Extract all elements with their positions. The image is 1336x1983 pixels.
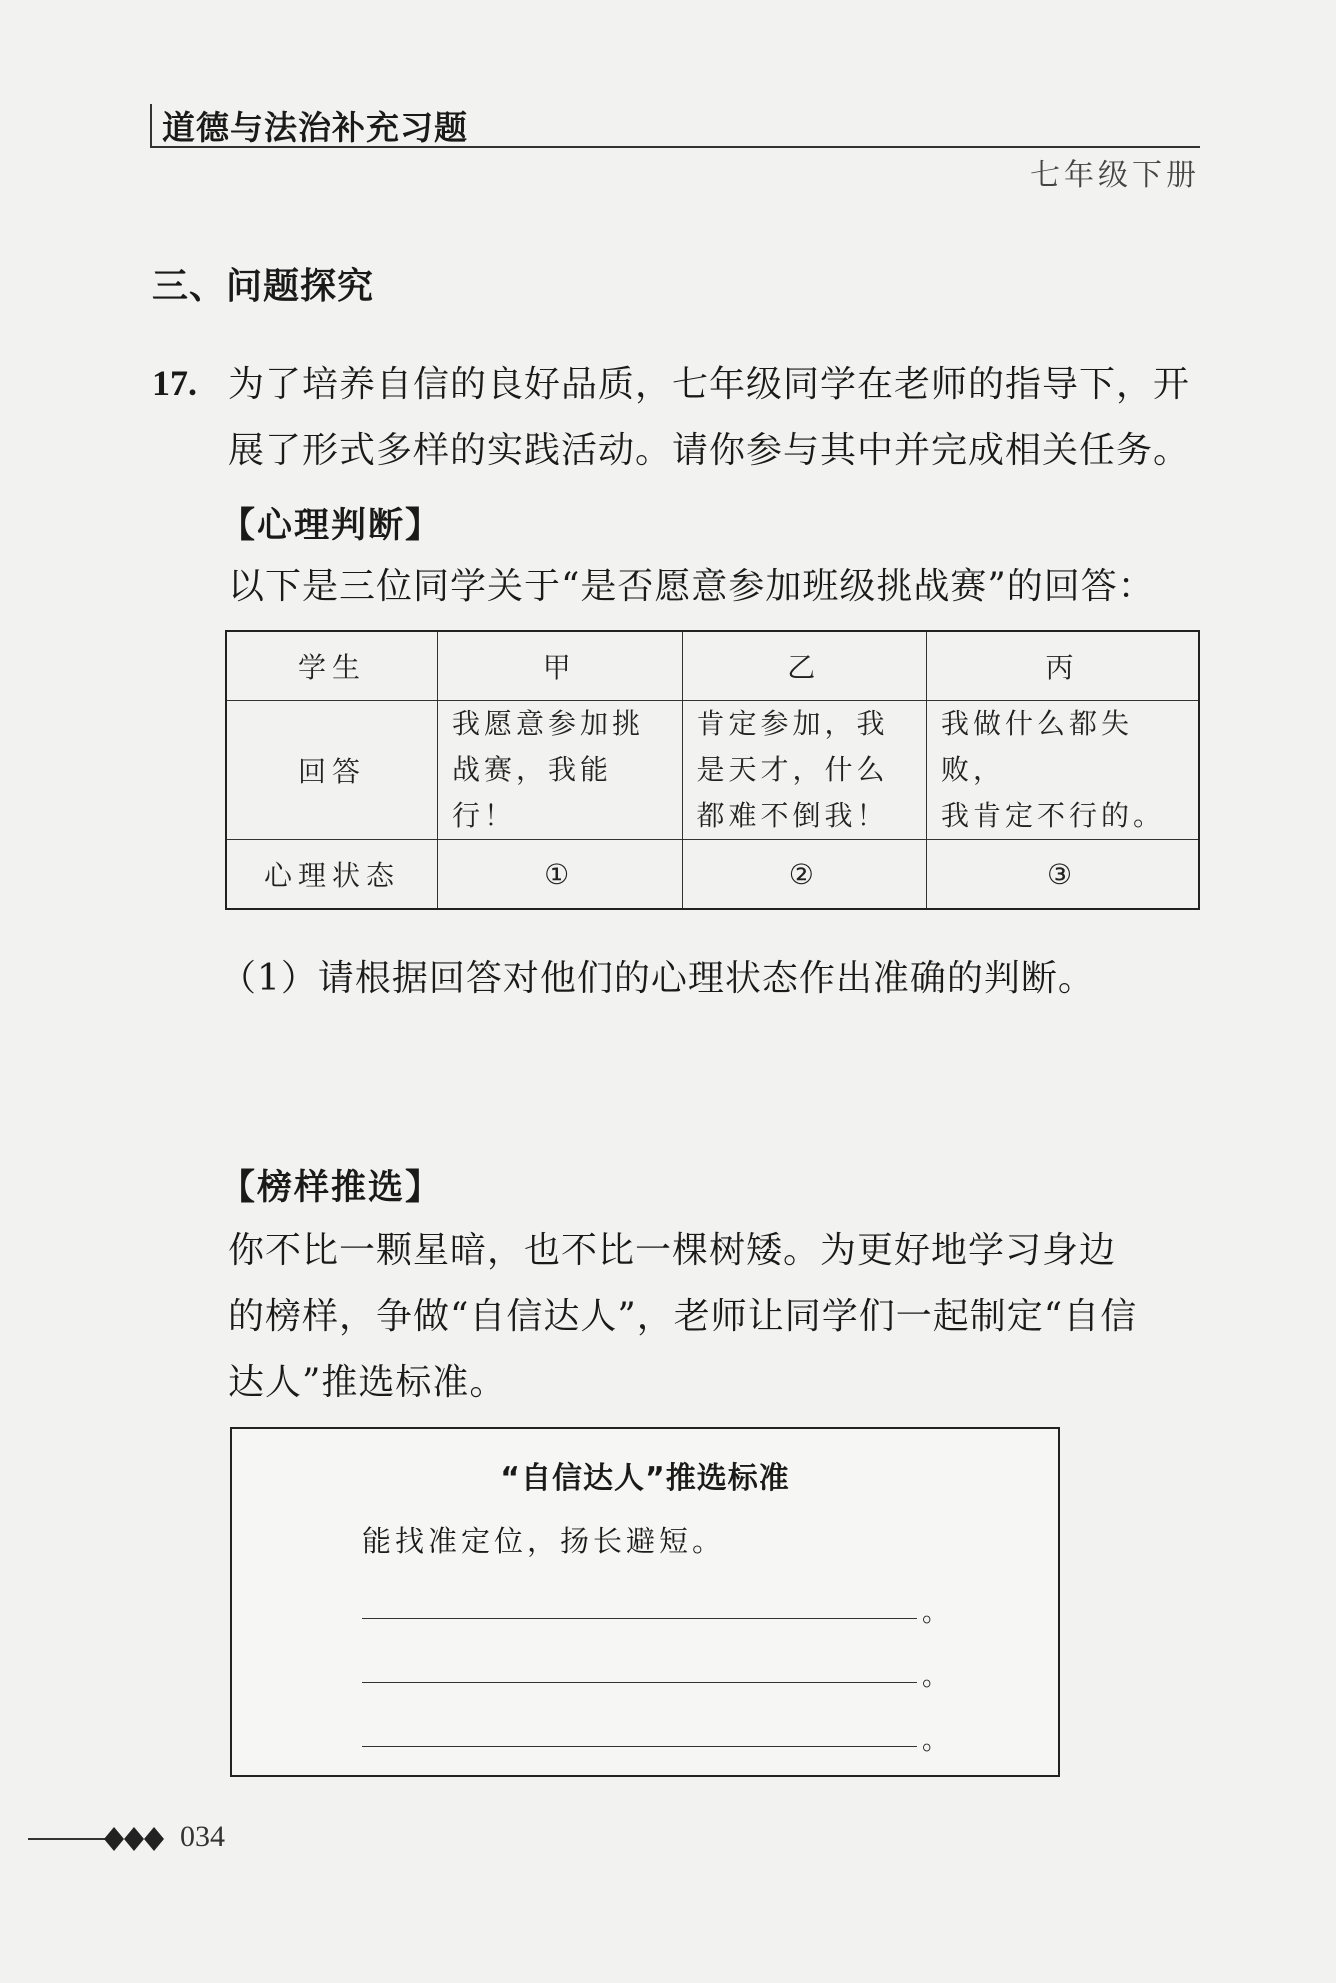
answer-line: 都难不倒我！ [696, 799, 889, 832]
grade-label: 七年级下册 [1030, 158, 1200, 193]
student-cell: 甲 [437, 631, 682, 701]
state-blank[interactable]: ③ [927, 840, 1199, 910]
part2-intro [228, 1218, 1208, 1416]
part1-label: 【心理判断】 [220, 506, 443, 546]
state-blank[interactable]: ② [682, 840, 927, 910]
answer-blank[interactable] [362, 1745, 917, 1747]
blank-period: 。 [922, 1726, 949, 1756]
answer-cell [927, 701, 1199, 840]
answer-line: 我愿意参加挑 [451, 707, 644, 740]
answer-line: 是天才，什么 [696, 753, 889, 786]
part1-intro-line: 以下是三位同学关于“是否愿意参加班级挑战赛”的回答： [228, 566, 1155, 607]
question-number: 17. [152, 363, 197, 403]
part2-intro-line: 的榜样，争做“自信达人”，老师让同学们一起制定“自信 [228, 1296, 1138, 1337]
blank-period: 。 [922, 1598, 949, 1628]
section-heading: 三、问题探究 [152, 266, 375, 307]
page-number: 034 [180, 1820, 225, 1853]
table-row [226, 840, 1199, 910]
criteria-box [230, 1427, 1060, 1777]
question-intro-line: 展了形式多样的实践活动。请你参与其中并完成相关任务。 [228, 430, 1191, 471]
answer-cell [682, 701, 927, 840]
question-intro [228, 352, 1208, 484]
answer-line: 我做什么都失败， [941, 707, 1134, 786]
answer-line: 我肯定不行的。 [941, 799, 1166, 832]
row-header: 学生 [226, 631, 437, 701]
answer-line: 战赛，我能行！ [451, 753, 612, 832]
blank-period: 。 [922, 1662, 949, 1692]
judgment-table [225, 630, 1200, 910]
subquestion-1: （1）请根据回答对他们的心理状态作出准确的判断。 [220, 958, 1095, 999]
header-divider [150, 104, 152, 146]
criteria-item: 能找准定位，扬长避短。 [362, 1524, 726, 1558]
answer-blank[interactable] [362, 1617, 917, 1619]
diamond-ornament-icon [104, 1822, 164, 1856]
answer-cell [437, 701, 682, 840]
table-row [226, 631, 1199, 701]
footer-rule [28, 1838, 108, 1840]
row-header: 心理状态 [226, 840, 437, 910]
state-blank[interactable]: ① [437, 840, 682, 910]
part2-intro-line: 你不比一颗星暗，也不比一棵树矮。为更好地学习身边 [228, 1230, 1117, 1271]
header-bar [150, 100, 1200, 148]
part1-intro [228, 554, 1208, 620]
row-header: 回答 [226, 701, 437, 840]
student-cell: 丙 [927, 631, 1199, 701]
book-title: 道德与法治补充习题 [162, 108, 468, 147]
part2-intro-line: 达人”推选标准。 [228, 1362, 507, 1403]
criteria-title: “自信达人”推选标准 [500, 1461, 790, 1496]
question-intro-line: 为了培养自信的良好品质，七年级同学在老师的指导下，开 [228, 364, 1191, 405]
student-cell: 乙 [682, 631, 927, 701]
answer-line: 肯定参加，我 [696, 707, 889, 740]
part2-label: 【榜样推选】 [220, 1168, 443, 1208]
table-row [226, 701, 1199, 840]
answer-blank[interactable] [362, 1681, 917, 1683]
